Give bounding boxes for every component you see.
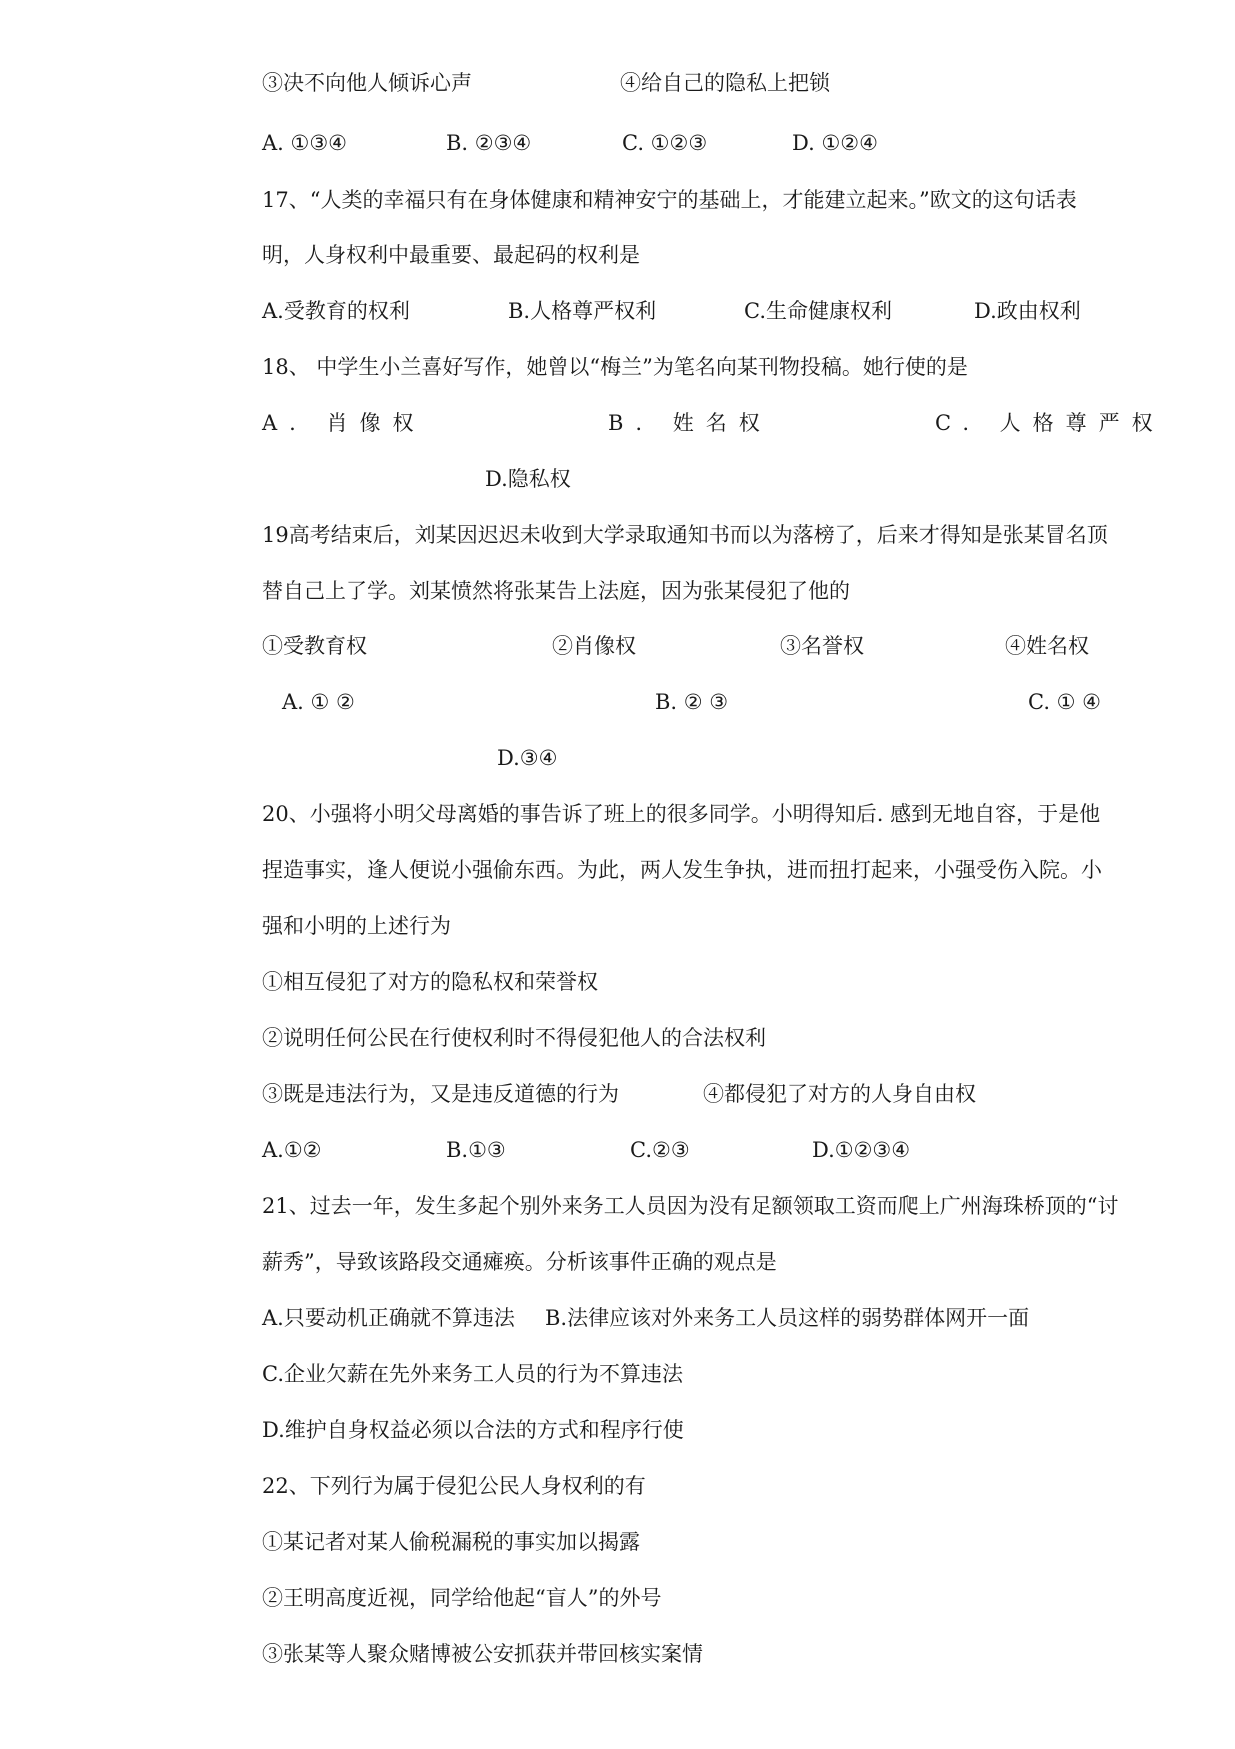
q16-item-3: ③决不向他人倾诉心声	[262, 71, 472, 95]
q20-item-3: ③既是违法行为，又是违反道德的行为	[262, 1082, 619, 1106]
q17-option-b: B.人格尊严权利	[508, 299, 657, 323]
q16-option-c: C. ①②③	[622, 131, 708, 155]
q16-option-d: D. ①②④	[792, 131, 878, 155]
q22-stem-line-1: 22、下列行为属于侵犯公民人身权利的有	[262, 1474, 646, 1498]
q19-stem-line-2: 替自己上了学。刘某愤然将张某告上法庭，因为张某侵犯了他的	[262, 579, 850, 603]
q20-stem-line-2: 捏造事实，逢人便说小强偷东西。为此，两人发生争执，进而扭打起来，小强受伤入院。小	[262, 858, 1102, 882]
q18-option-c: C. 人格尊严权	[935, 411, 1165, 435]
q16-option-a: A. ①③④	[262, 131, 347, 155]
q20-stem-line-1: 20、小强将小明父母离婚的事告诉了班上的很多同学。小明得知后. 感到无地自容，于是他	[262, 802, 1101, 826]
q16-item-4: ④给自己的隐私上把锁	[620, 71, 830, 95]
q18-stem-line-1: 18、 中学生小兰喜好写作，她曾以“梅兰”为笔名向某刊物投稿。她行使的是	[262, 355, 968, 379]
q19-option-d: D.③④	[497, 746, 558, 770]
q18-option-b: B. 姓名权	[608, 411, 772, 435]
q17-stem-line-1: 17、“人类的幸福只有在身体健康和精神安宁的基础上，才能建立起来。”欧文的这句话表	[262, 188, 1077, 212]
q20-item-2: ②说明任何公民在行使权利时不得侵犯他人的合法权利	[262, 1026, 766, 1050]
q21-option-a: A.只要动机正确就不算违法	[262, 1306, 515, 1330]
q17-option-c: C.生命健康权利	[744, 299, 892, 323]
q17-stem-line-2: 明，人身权利中最重要、最起码的权利是	[262, 243, 640, 267]
q20-item-1: ①相互侵犯了对方的隐私权和荣誉权	[262, 970, 598, 994]
q19-item-2: ②肖像权	[552, 634, 636, 658]
q21-option-c: C.企业欠薪在先外来务工人员的行为不算违法	[262, 1362, 683, 1386]
q20-stem-line-3: 强和小明的上述行为	[262, 914, 451, 938]
q19-item-4: ④姓名权	[1005, 634, 1089, 658]
q20-option-d: D.①②③④	[812, 1138, 911, 1162]
q19-option-c: C. ① ④	[1028, 690, 1101, 714]
q21-stem-line-2: 薪秀”，导致该路段交通瘫痪。分析该事件正确的观点是	[262, 1250, 777, 1274]
q18-option-a: A. 肖像权	[262, 411, 426, 435]
q21-option-d: D.维护自身权益必须以合法的方式和程序行使	[262, 1418, 684, 1442]
q20-option-b: B.①③	[446, 1138, 506, 1162]
q19-option-a: A. ① ②	[282, 690, 355, 714]
q22-item-1: ①某记者对某人偷税漏税的事实加以揭露	[262, 1530, 640, 1554]
q20-option-c: C.②③	[630, 1138, 690, 1162]
q19-stem-line-1: 19高考结束后，刘某因迟迟未收到大学录取通知书而以为落榜了，后来才得知是张某冒名顶	[262, 523, 1108, 547]
q16-option-b: B. ②③④	[446, 131, 532, 155]
q18-option-d: D.隐私权	[485, 467, 571, 491]
q20-option-a: A.①②	[262, 1138, 322, 1162]
q19-item-3: ③名誉权	[780, 634, 864, 658]
q19-option-b: B. ② ③	[655, 690, 729, 714]
q22-item-3: ③张某等人聚众赌博被公安抓获并带回核实案情	[262, 1642, 703, 1666]
q17-option-d: D.政由权利	[974, 299, 1081, 323]
q17-option-a: A.受教育的权利	[262, 299, 410, 323]
q21-option-b: B.法律应该对外来务工人员这样的弱势群体网开一面	[545, 1306, 1030, 1330]
q20-item-4: ④都侵犯了对方的人身自由权	[703, 1082, 976, 1106]
q22-item-2: ②王明高度近视，同学给他起“盲人”的外号	[262, 1586, 662, 1610]
q19-item-1: ①受教育权	[262, 634, 367, 658]
q21-stem-line-1: 21、过去一年，发生多起个别外来务工人员因为没有足额领取工资而爬上广州海珠桥顶的“讨	[262, 1194, 1119, 1218]
